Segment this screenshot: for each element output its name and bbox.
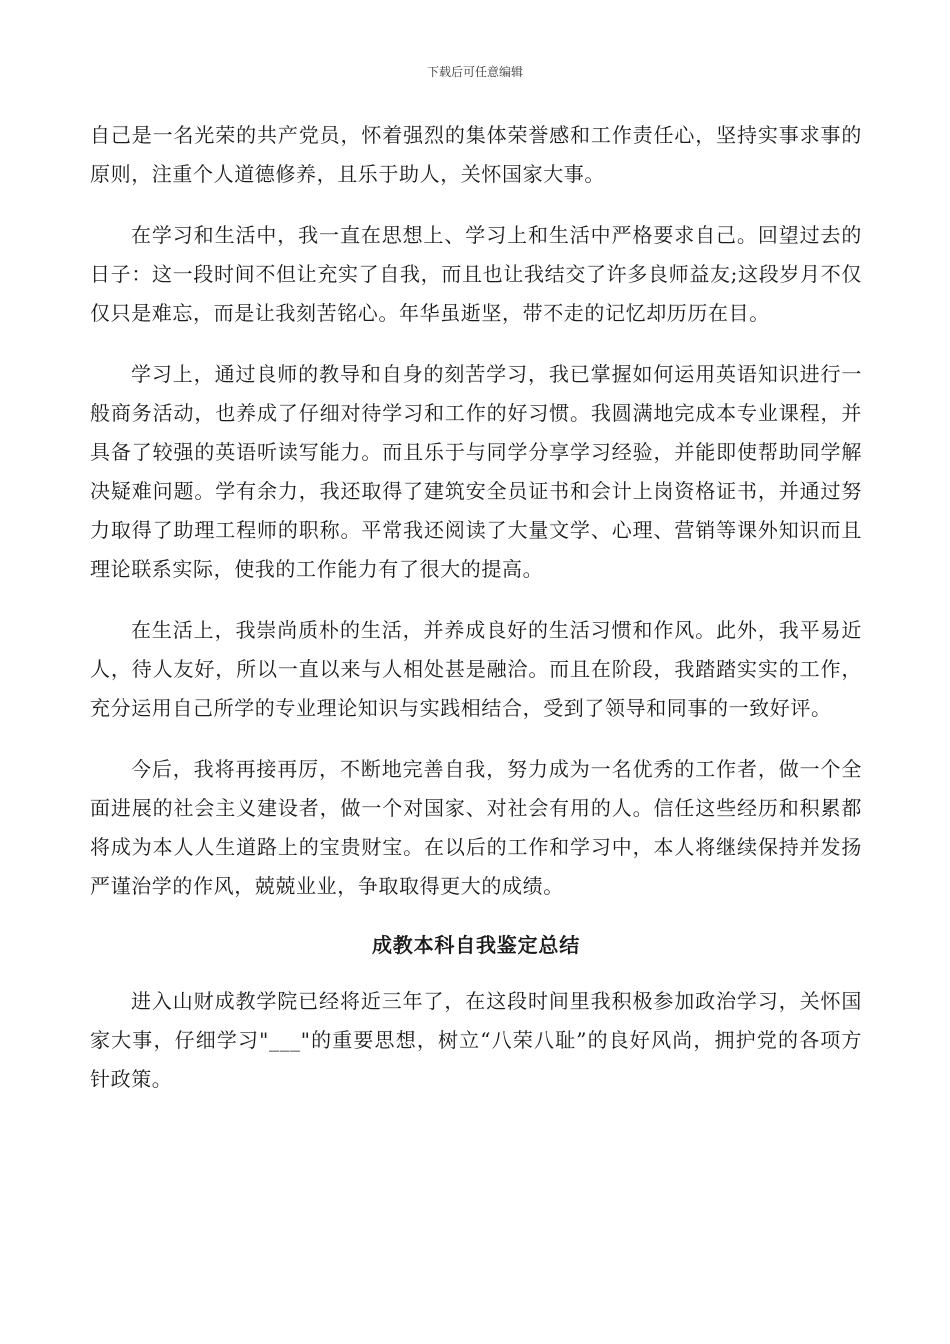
document-body xyxy=(90,116,862,1121)
page-header: 下载后可任意编辑 xyxy=(426,65,523,79)
paragraph: 进入山财成教学院已经将近三年了，在这段时间里我积极参加政治学习，关怀国家大事，仔细学习"___"的重要思想，树立“八荣八耻”的良好风尚，拥护党的各项方针政策。 xyxy=(90,989,862,1091)
paragraph: 学习上，通过良师的教导和自身的刻苦学习，我已掌握如何运用英语知识进行一般商务活动，也养成了仔细对待学习和工作的好习惯。我圆满地完成本专业课程，并具备了较强的英语听读写能力。而且乐于与同学分享学习经验，并能即使帮助同学解决疑难问题。学有余力，我还取得了建筑安全员证书和会计上岗资格证书，并通过努力取得了助理工程师的职称。平常我还阅读了大量文学、心理、营销等课外知识而且理论联系实际，使我的工作能力有了很大的提高。 xyxy=(90,362,862,581)
section-title: 成教本科自我鉴定总结 xyxy=(372,933,580,957)
paragraph: 在学习和生活中，我一直在思想上、学习上和生活中严格要求自己。回望过去的日子：这一段时间不但让充实了自我，而且也让我结交了许多良师益友;这段岁月不仅仅只是难忘，而是让我刻苦铭心。年华虽逝坚，带不走的记忆却历历在目。 xyxy=(90,223,862,325)
paragraph: 在生活上，我崇尚质朴的生活，并养成良好的生活习惯和作风。此外，我平易近人，待人友好，所以一直以来与人相处甚是融洽。而且在阶段，我踏踏实实的工作，充分运用自己所学的专业理论知识与实践相结合，受到了领导和同事的一致好评。 xyxy=(90,618,862,720)
paragraph: 今后，我将再接再厉，不断地完善自我，努力成为一名优秀的工作者，做一个全面进展的社会主义建设者，做一个对国家、对社会有用的人。信任这些经历和积累都将成为本人人生道路上的宝贵财宝。在以后的工作和学习中，本人将继续保持并发扬严谨治学的作风，兢兢业业，争取取得更大的成绩。 xyxy=(90,757,862,898)
paragraph: 自己是一名光荣的共产党员，怀着强烈的集体荣誉感和工作责任心，坚持实事求事的原则，注重个人道德修养，且乐于助人，关怀国家大事。 xyxy=(90,123,862,186)
